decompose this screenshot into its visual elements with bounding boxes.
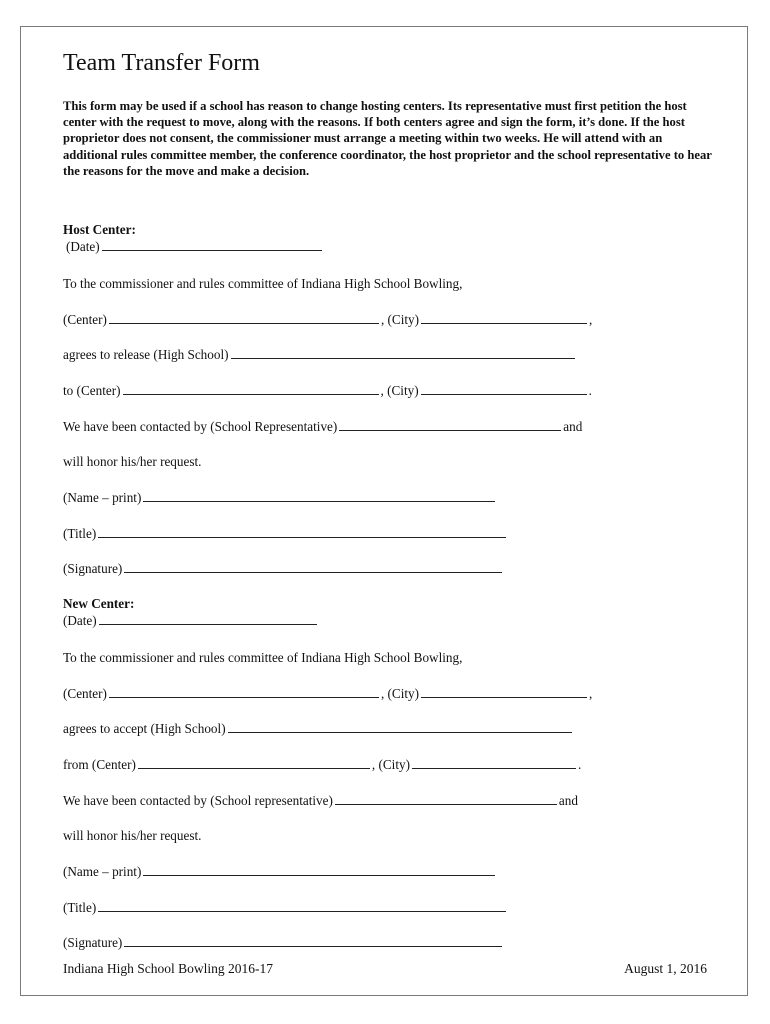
host-period: . (588, 383, 592, 398)
host-signature-label: (Signature) (63, 561, 123, 576)
host-center-row (63, 311, 592, 329)
new-highschool-field[interactable] (228, 721, 572, 733)
new-center-label: (Center) (63, 686, 107, 701)
host-title-row (63, 525, 508, 543)
new-city-label: , (City) (380, 686, 420, 701)
host-salutation: To the commissioner and rules committee of Indiana High School Bowling, (63, 276, 463, 291)
new-from-center-field[interactable] (138, 757, 370, 769)
host-to-city-field[interactable] (421, 383, 587, 395)
host-to-city-label: , (City) (380, 383, 419, 398)
new-date-label: (Date) (63, 613, 97, 628)
host-to-center-row (63, 382, 592, 400)
host-center-field[interactable] (109, 312, 379, 324)
host-city-label: , (City) (380, 312, 420, 327)
host-date-row (66, 238, 324, 256)
new-title-row (63, 899, 508, 917)
new-city-field[interactable] (421, 686, 587, 698)
new-title-label: (Title) (63, 900, 97, 915)
new-accept-row (63, 720, 574, 738)
host-title-field[interactable] (98, 526, 506, 538)
host-comma: , (589, 312, 593, 327)
new-accept-label: agrees to accept (High School) (63, 721, 226, 736)
host-date-field[interactable] (102, 239, 322, 251)
new-center-heading: New Center: (63, 596, 135, 611)
new-from-city-field[interactable] (412, 757, 576, 769)
new-period: . (577, 757, 582, 772)
new-from-center-row (63, 756, 581, 774)
host-city-field[interactable] (421, 312, 587, 324)
form-title: Team Transfer Form (63, 50, 260, 76)
new-from-city-label: , (City) (371, 757, 410, 772)
host-signature-row (63, 560, 504, 578)
host-name-label: (Name – print) (63, 490, 142, 505)
host-contacted-label: We have been contacted by (School Representative) (63, 419, 338, 434)
new-representative-field[interactable] (335, 793, 557, 805)
new-center-field[interactable] (109, 686, 379, 698)
new-signature-row (63, 934, 504, 952)
new-center-row (63, 685, 592, 703)
new-contacted-label: We have been contacted by (School representative) (63, 793, 333, 808)
new-signature-label: (Signature) (63, 935, 123, 950)
new-name-label: (Name – print) (63, 864, 142, 879)
new-comma: , (589, 686, 593, 701)
host-honor-text: will honor his/her request. (63, 454, 202, 469)
host-signature-field[interactable] (124, 561, 502, 573)
new-contacted-row (63, 792, 578, 810)
host-to-center-field[interactable] (123, 383, 379, 395)
host-name-row (63, 489, 497, 507)
new-signature-field[interactable] (124, 935, 502, 947)
host-to-center-label: to (Center) (63, 383, 121, 398)
host-release-label: agrees to release (High School) (63, 347, 229, 362)
new-salutation: To the commissioner and rules committee of Indiana High School Bowling, (63, 650, 463, 665)
host-release-row (63, 346, 577, 364)
host-date-label: (Date) (66, 239, 100, 254)
new-date-field[interactable] (99, 613, 317, 625)
new-title-field[interactable] (98, 900, 506, 912)
new-date-row (63, 612, 319, 630)
host-center-label: (Center) (63, 312, 107, 327)
new-name-row (63, 863, 497, 881)
footer-date: August 1, 2016 (624, 961, 707, 976)
host-name-field[interactable] (143, 490, 495, 502)
host-representative-field[interactable] (339, 419, 561, 431)
new-honor-text: will honor his/her request. (63, 828, 202, 843)
footer-organization: Indiana High School Bowling 2016-17 (63, 961, 273, 976)
new-from-center-label: from (Center) (63, 757, 136, 772)
host-title-label: (Title) (63, 526, 97, 541)
host-contacted-row (63, 418, 582, 436)
host-highschool-field[interactable] (231, 347, 575, 359)
new-name-field[interactable] (143, 864, 495, 876)
new-and-label: and (558, 793, 578, 808)
host-and-label: and (563, 419, 583, 434)
form-instructions: This form may be used if a school has reason to change hosting centers. Its representative must first petition the host center with the request to move, along with the reasons. If both centers agree and sign the form, it’s done. If the host proprietor does not consent, the commissioner must arrange a meeting within two weeks. He will attend with an additional rules committee member, the conference coordinator, the host proprietor and the school representative to hear the reasons for the move and make a decision. (63, 99, 712, 178)
host-center-heading: Host Center: (63, 222, 136, 237)
